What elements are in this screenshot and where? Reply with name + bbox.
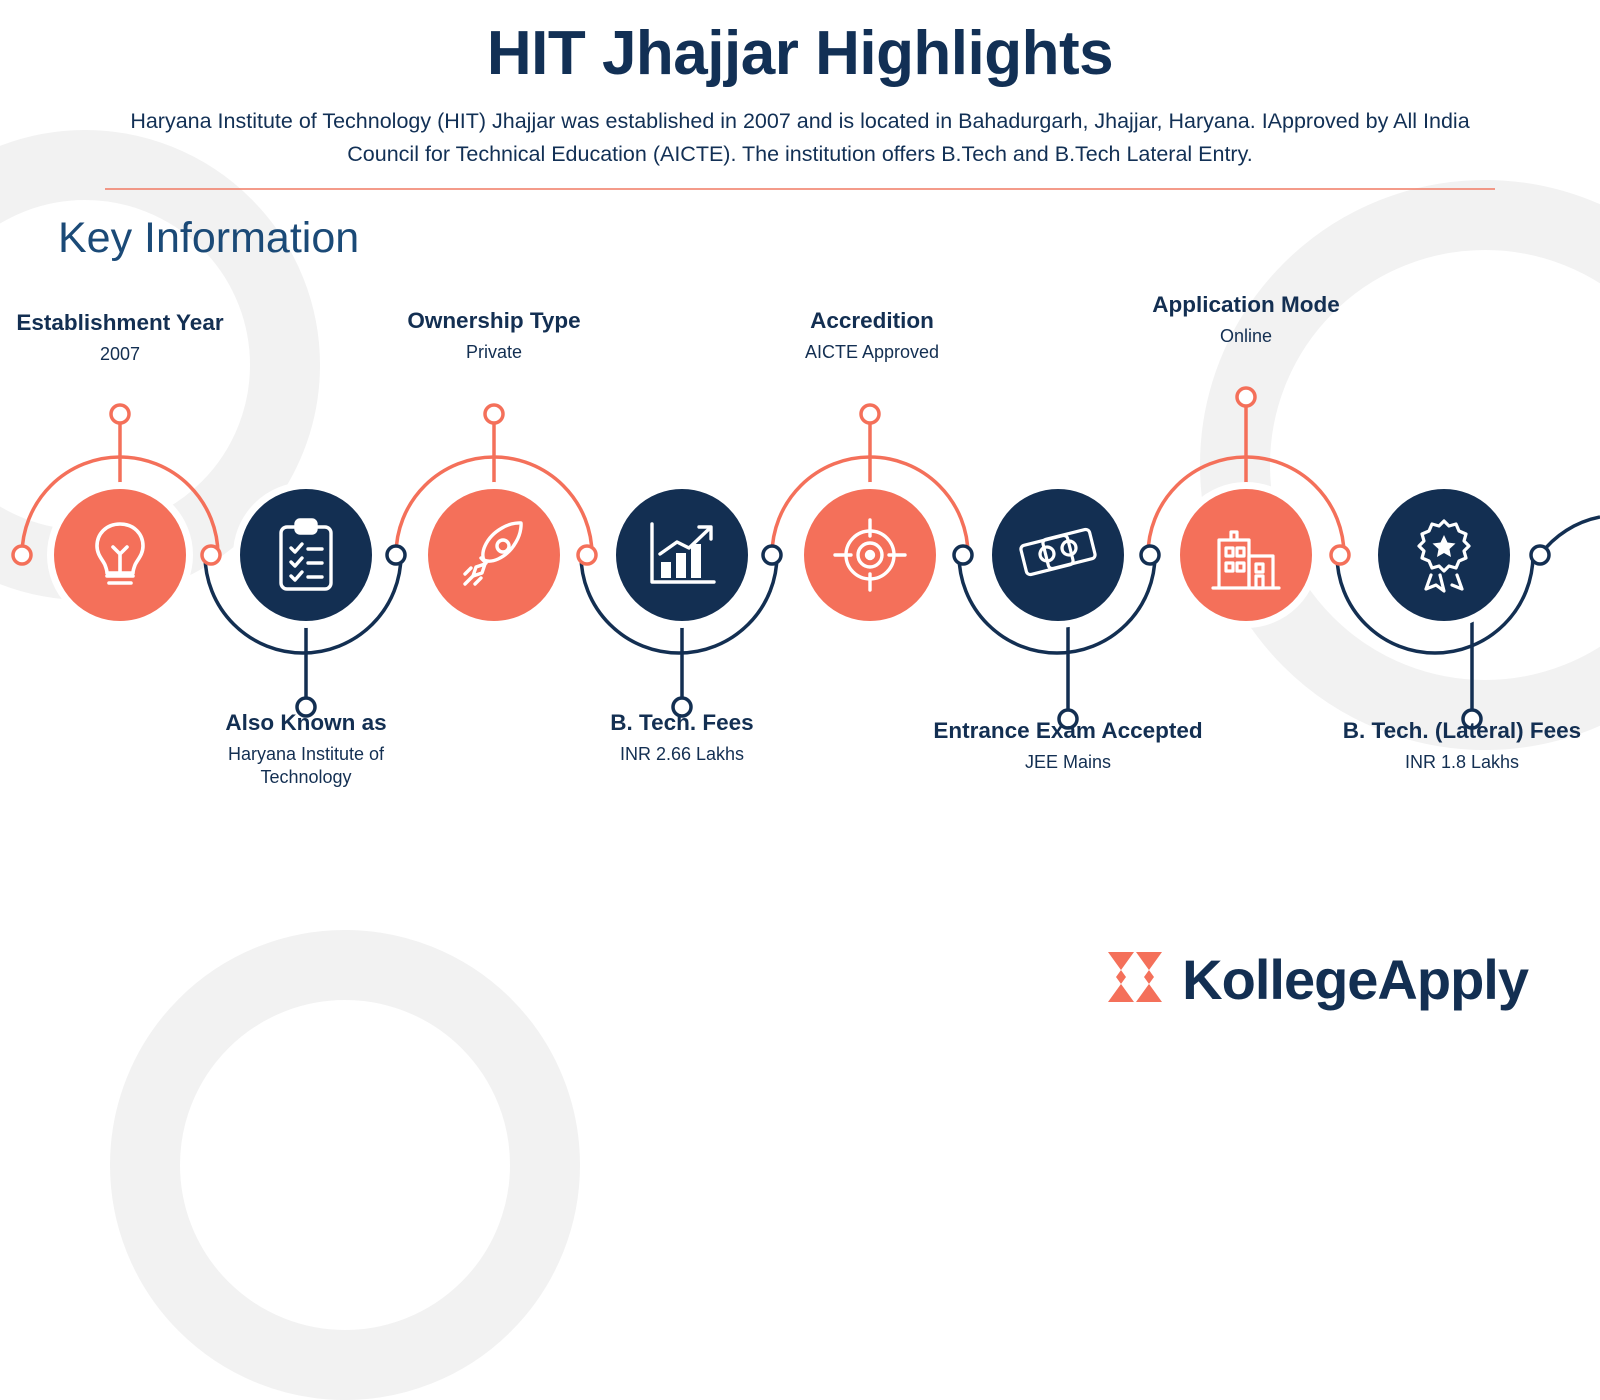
label-title: Entrance Exam Accepted bbox=[933, 717, 1203, 743]
label-title: Ownership Type bbox=[407, 307, 581, 333]
award-badge-icon bbox=[1409, 517, 1479, 593]
key-information-timeline bbox=[0, 267, 1600, 827]
clipboard-checklist-icon bbox=[275, 517, 337, 593]
timeline-node-btech-fees[interactable] bbox=[609, 482, 755, 628]
label-entrance-exam bbox=[918, 717, 1218, 774]
label-value: INR 1.8 Lakhs bbox=[1404, 751, 1520, 772]
label-title: Also Known as bbox=[225, 709, 387, 735]
timeline-node-also-known-as[interactable] bbox=[233, 482, 379, 628]
label-value: INR 2.66 Lakhs bbox=[619, 743, 745, 764]
brand-name: KollegeApply bbox=[1182, 948, 1528, 1011]
building-icon bbox=[1211, 518, 1281, 592]
timeline-node-ownership-type[interactable] bbox=[421, 482, 567, 628]
lightbulb-icon bbox=[87, 518, 153, 592]
label-ownership-type bbox=[378, 307, 610, 364]
page-title: HIT Jhajjar Highlights bbox=[486, 19, 1114, 88]
label-title: B. Tech. (Lateral) Fees bbox=[1342, 717, 1582, 743]
money-notes-icon bbox=[1018, 520, 1098, 590]
label-value: Online bbox=[1219, 325, 1273, 346]
label-title: Accredition bbox=[810, 307, 934, 333]
header-divider bbox=[105, 188, 1495, 190]
label-btech-fees bbox=[566, 709, 798, 766]
label-title: Establishment Year bbox=[16, 309, 224, 335]
label-value: Haryana Institute of Technology bbox=[227, 743, 385, 788]
page-description: Haryana Institute of Technology (HIT) Jhajjar was established in 2007 and is located in Bahadurgarh, Jhajjar, Haryana. IApproved by All India Council for Technical Education (AICTE). The institution offers B.Tech and B.Tech Lateral Entry. bbox=[130, 109, 1470, 166]
label-establishment-year bbox=[0, 309, 240, 366]
label-value: AICTE Approved bbox=[804, 341, 940, 362]
timeline-node-application-mode[interactable] bbox=[1173, 482, 1319, 628]
section-title: Key Information bbox=[58, 213, 360, 262]
label-value: JEE Mains bbox=[1024, 751, 1112, 772]
label-value: 2007 bbox=[99, 343, 141, 364]
label-btech-lateral-fees bbox=[1312, 717, 1600, 774]
timeline-node-btech-lateral-fees[interactable] bbox=[1371, 482, 1517, 628]
timeline-node-establishment-year[interactable] bbox=[47, 482, 193, 628]
growth-chart-icon bbox=[644, 520, 720, 590]
rocket-icon bbox=[458, 519, 530, 591]
label-application-mode bbox=[1126, 291, 1366, 348]
kollegeapply-chevrons-icon bbox=[1104, 946, 1168, 1013]
label-title: Application Mode bbox=[1152, 291, 1340, 317]
label-title: B. Tech. Fees bbox=[610, 709, 754, 735]
label-value: Private bbox=[465, 341, 523, 362]
timeline-node-accredition[interactable] bbox=[797, 482, 943, 628]
label-also-known-as bbox=[186, 709, 426, 790]
timeline-node-entrance-exam[interactable] bbox=[985, 482, 1131, 628]
label-accredition bbox=[756, 307, 988, 364]
target-icon bbox=[833, 518, 907, 592]
brand-logo[interactable] bbox=[1104, 946, 1528, 1013]
